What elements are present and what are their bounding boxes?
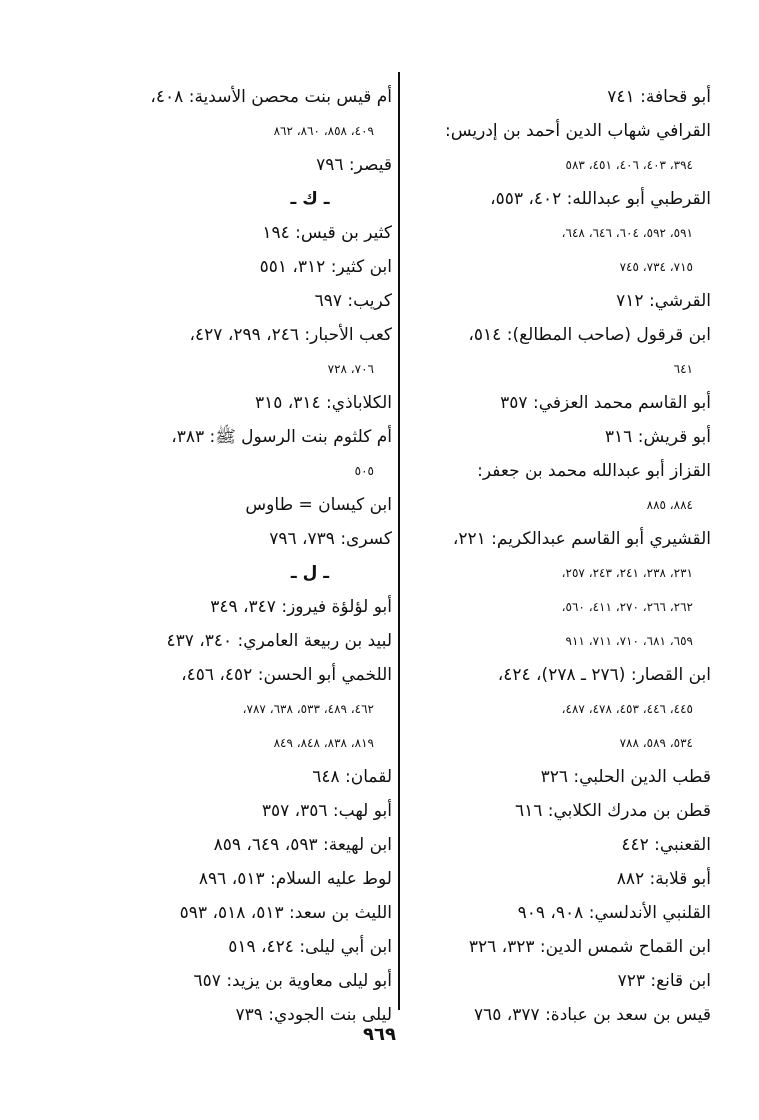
entry-line: الليث بن سعد: ٥١٣، ٥١٨، ٥٩٣ (179, 903, 392, 923)
index-entry (406, 794, 711, 828)
entry-continuation-line: ٣٩٤، ٤٠٣، ٤٠٦، ٤٥١، ٥٨٣ (565, 158, 693, 172)
entry-continuation-line: ٢٦٢، ٢٦٦، ٢٧٠، ٤١١، ٥٦٠، (561, 600, 693, 614)
entry-continuation-line: ٧٠٦، ٧٢٨ (327, 362, 374, 376)
index-entry (78, 386, 392, 420)
entry-continuation-line: ٢٣١، ٢٣٨، ٢٤١، ٢٤٣، ٢٥٧، (561, 566, 693, 580)
index-entry (78, 760, 392, 794)
index-entry (78, 658, 392, 760)
index-entry (78, 522, 392, 556)
entry-continuation-line: ٥٣٤، ٥٨٩، ٧٨٨ (619, 736, 693, 750)
entry-line: أم كلثوم بنت الرسول ﷺ: ٣٨٣، (171, 427, 392, 447)
entry-line: أبو ليلى معاوية بن يزيد: ٦٥٧ (193, 971, 392, 991)
index-entry (78, 624, 392, 658)
column-divider (398, 72, 400, 1010)
entry-continuation-line: ٥٠٥ (354, 464, 374, 478)
section-heading: ـ ك ـ (290, 189, 330, 209)
entry-line: أم قيس بنت محصن الأسدية: ٤٠٨، (150, 87, 392, 107)
page-number: ٩٦٩ (363, 1024, 396, 1045)
entry-continuation-line: ٧١٥، ٧٣٤، ٧٤٥ (619, 260, 693, 274)
index-entry (406, 658, 711, 760)
entry-continuation-line: ٨٨٤، ٨٨٥ (646, 498, 693, 512)
index-entry (78, 590, 392, 624)
entry-line: كثير بن قيس: ١٩٤ (262, 223, 392, 243)
entry-continuation-line: ٥٩١، ٥٩٢، ٦٠٤، ٦٤٦، ٦٤٨، (561, 226, 693, 240)
entry-line: ليلى بنت الجودي: ٧٣٩ (235, 1005, 392, 1025)
entry-line: الكلاباذي: ٣١٤، ٣١٥ (254, 393, 392, 413)
index-entry (78, 488, 392, 522)
entry-continuation-line: ٤٤٥، ٤٤٦، ٤٥٣، ٤٧٨، ٤٨٧، (561, 702, 693, 716)
index-entry (406, 114, 711, 182)
entry-line: ابن كثير: ٣١٢، ٥٥١ (259, 257, 392, 277)
entry-line: كريب: ٦٩٧ (314, 291, 392, 311)
index-entry (406, 386, 711, 420)
index-column-left (78, 80, 392, 1032)
entry-line: قيس بن سعد بن عبادة: ٣٧٧، ٧٦٥ (473, 1005, 711, 1025)
index-entry (406, 964, 711, 998)
index-entry (78, 794, 392, 828)
entry-line: القرافي شهاب الدين أحمد بن إدريس: (445, 121, 711, 141)
entry-line: أبو قلابة: ٨٨٢ (616, 869, 711, 889)
entry-continuation-line: ٤٦٢، ٤٨٩، ٥٣٣، ٦٣٨، ٧٨٧، (242, 702, 374, 716)
index-entry (78, 148, 392, 182)
index-entry (78, 284, 392, 318)
entry-line: ابن القماح شمس الدين: ٣٢٣، ٣٢٦ (468, 937, 711, 957)
index-entry (78, 318, 392, 386)
entry-line: ابن كيسان = طاوس (245, 495, 392, 515)
index-entry (406, 182, 711, 284)
entry-continuation-line: ٨١٩، ٨٣٨، ٨٤٨، ٨٤٩ (273, 736, 374, 750)
index-entry (406, 828, 711, 862)
index-entry (78, 80, 392, 148)
index-entry (406, 284, 711, 318)
entry-line: ابن قانع: ٧٢٣ (617, 971, 711, 991)
entry-line: أبو لهب: ٣٥٦، ٣٥٧ (261, 801, 392, 821)
entry-line: قطن بن مدرك الكلابي: ٦١٦ (514, 801, 711, 821)
index-entry (78, 964, 392, 998)
entry-line: ابن أبي ليلى: ٤٢٤، ٥١٩ (228, 937, 392, 957)
entry-line: كسرى: ٧٣٩، ٧٩٦ (269, 529, 392, 549)
entry-line: ابن القصار: (٢٧٦ ـ ٢٧٨)، ٤٢٤، (497, 665, 711, 685)
index-entry (406, 760, 711, 794)
section-heading: ـ ل ـ (290, 563, 330, 583)
entry-line: ابن قرقول (صاحب المطالع): ٥١٤، (468, 325, 711, 345)
index-entry (78, 896, 392, 930)
entry-line: أبو القاسم محمد العزفي: ٣٥٧ (500, 393, 711, 413)
entry-line: القشيري أبو القاسم عبدالكريم: ٢٢١، (452, 529, 711, 549)
index-entry (406, 522, 711, 658)
index-entry (406, 930, 711, 964)
entry-line: أبو قريش: ٣١٦ (604, 427, 711, 447)
entry-line: أبو لؤلؤة فيروز: ٣٤٧، ٣٤٩ (210, 597, 392, 617)
index-column-right (406, 80, 711, 1032)
entry-line: القعنبي: ٤٤٢ (621, 835, 711, 855)
entry-line: القلنبي الأندلسي: ٩٠٨، ٩٠٩ (517, 903, 711, 923)
entry-line: كعب الأحبار: ٢٤٦، ٢٩٩، ٤٢٧، (189, 325, 392, 345)
entry-line: لبيد بن ربيعة العامري: ٣٤٠، ٤٣٧ (166, 631, 392, 651)
entry-line: اللخمي أبو الحسن: ٤٥٢، ٤٥٦، (181, 665, 392, 685)
entry-line: لوط عليه السلام: ٥١٣، ٨٩٦ (198, 869, 392, 889)
index-entry (78, 420, 392, 488)
entry-line: أبو قحافة: ٧٤١ (607, 87, 711, 107)
entry-line: ابن لهيعة: ٥٩٣، ٦٤٩، ٨٥٩ (213, 835, 392, 855)
entry-continuation-line: ٤٠٩، ٨٥٨، ٨٦٠، ٨٦٢ (273, 124, 374, 138)
index-entry (406, 80, 711, 114)
entry-line: قطب الدين الحلبي: ٣٢٦ (540, 767, 711, 787)
index-entry (406, 454, 711, 522)
entry-continuation-line: ٦٥٩، ٦٨١، ٧١٠، ٧١١، ٩١١ (565, 634, 693, 648)
entry-line: القرشي: ٧١٢ (616, 291, 711, 311)
entry-line: قيصر: ٧٩٦ (316, 155, 392, 175)
index-entry (406, 896, 711, 930)
entry-line: القرطبي أبو عبدالله: ٤٠٢، ٥٥٣، (490, 189, 711, 209)
index-entry (406, 420, 711, 454)
index-entry (78, 828, 392, 862)
index-entry (78, 930, 392, 964)
index-entry (406, 862, 711, 896)
index-entry (78, 250, 392, 284)
index-entry (78, 216, 392, 250)
index-entry (78, 862, 392, 896)
entry-line: القزاز أبو عبدالله محمد بن جعفر: (477, 461, 711, 481)
entry-line: لقمان: ٦٤٨ (312, 767, 392, 787)
index-entry (406, 318, 711, 386)
entry-continuation-line: ٦٤١ (673, 362, 693, 376)
